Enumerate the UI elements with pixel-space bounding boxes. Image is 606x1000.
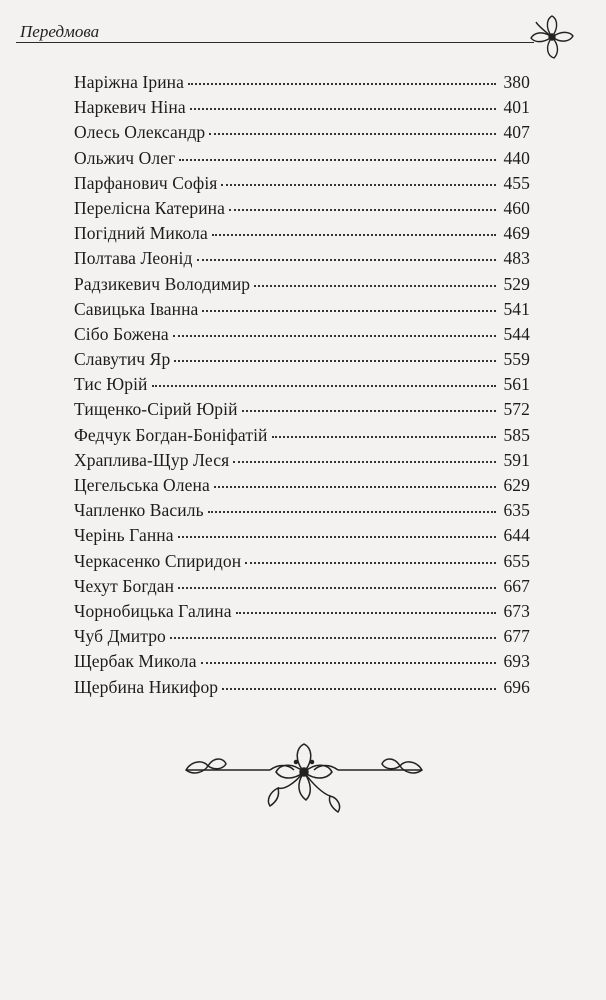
toc-entry-page: 529: [503, 273, 530, 294]
toc-entry-page: 655: [503, 550, 530, 571]
toc-entry-name: Славутич Яр: [74, 349, 171, 370]
toc-entry: [74, 72, 530, 97]
toc-leader-dots: [174, 359, 496, 362]
toc-leader-dots: [272, 435, 496, 438]
toc-leader-dots: [178, 586, 496, 589]
toc-entry-name: Черінь Ганна: [74, 525, 174, 546]
toc-leader-dots: [152, 384, 496, 387]
toc-entry-page: 407: [503, 122, 530, 143]
toc-entry: [74, 223, 530, 248]
toc-entry-name: Радзикевич Володимир: [74, 273, 251, 294]
floral-divider-icon: [178, 742, 430, 818]
toc-entry: [74, 450, 530, 475]
toc-entry-page: 380: [503, 72, 530, 92]
toc-entry: [74, 299, 530, 324]
toc-entry-name: Парфанович Софія: [74, 172, 218, 193]
toc-entry-page: 693: [503, 651, 530, 672]
toc-entry-name: Чуб Дмитро: [74, 626, 166, 647]
toc-entry-page: 559: [503, 349, 530, 370]
toc-leader-dots: [254, 284, 496, 287]
toc-entry-name: Чапленко Василь: [74, 500, 204, 521]
toc-entry: [74, 500, 530, 525]
toc-entry: [74, 601, 530, 626]
toc-entry-page: 591: [503, 449, 530, 470]
toc-leader-dots: [209, 132, 496, 135]
toc-leader-dots: [233, 460, 496, 463]
toc-entry-name: Тищенко-Сірий Юрій: [74, 399, 238, 420]
toc-entry-page: 667: [503, 575, 530, 596]
toc-leader-dots: [208, 510, 496, 513]
toc-leader-dots: [188, 82, 496, 85]
toc-entry-page: 629: [503, 475, 530, 495]
toc-entry: [74, 525, 530, 550]
toc-entry-name: Щербина Никифор: [74, 676, 219, 697]
toc-leader-dots: [245, 561, 496, 564]
toc-entry-name: Наркевич Ніна: [74, 97, 186, 118]
toc-leader-dots: [197, 258, 497, 261]
toc-leader-dots: [222, 687, 496, 690]
toc-entry: [74, 576, 530, 601]
toc-entry: [74, 274, 530, 299]
toc-entry-page: 635: [503, 500, 530, 521]
toc-leader-dots: [221, 183, 496, 186]
toc-leader-dots: [178, 535, 496, 538]
toc-entry-page: 677: [503, 626, 530, 647]
toc-entry: [74, 324, 530, 349]
toc-entry-name: Олесь Олександр: [74, 122, 206, 143]
toc-entry: [74, 173, 530, 198]
toc-leader-dots: [190, 107, 496, 110]
toc-leader-dots: [173, 334, 496, 337]
toc-entry: [74, 475, 530, 500]
toc-entry-name: Полтава Леонід: [74, 248, 193, 269]
toc-entry-name: Чорнобицька Галина: [74, 600, 232, 621]
toc-entry: [74, 626, 530, 651]
toc-entry-page: 541: [503, 298, 530, 319]
toc-entry-page: 483: [503, 248, 530, 269]
toc-entry-page: 585: [503, 424, 530, 445]
toc-entry-name: Ольжич Олег: [74, 147, 176, 168]
toc-entry: [74, 551, 530, 576]
toc-leader-dots: [201, 661, 496, 664]
toc-entry-page: 572: [503, 399, 530, 420]
table-of-contents: [74, 72, 530, 702]
toc-entry-name: Чехут Богдан: [74, 575, 175, 596]
toc-entry-page: 455: [503, 172, 530, 193]
running-header: Передмова: [20, 22, 100, 41]
toc-entry-name: Черкасенко Спиридон: [74, 550, 242, 571]
toc-entry-page: 644: [503, 525, 530, 546]
toc-entry-name: Тис Юрій: [74, 374, 148, 395]
toc-entry: [74, 198, 530, 223]
toc-entry-name: Храплива-Щур Леся: [74, 449, 230, 470]
toc-entry-page: 544: [503, 323, 530, 344]
toc-entry-page: 440: [503, 147, 530, 168]
toc-entry-name: Перелісна Катерина: [74, 197, 226, 218]
header-rule: [16, 42, 534, 43]
toc-entry-name: Савицька Іванна: [74, 298, 199, 319]
toc-leader-dots: [202, 309, 496, 312]
toc-entry-name: Цегельська Олена: [74, 475, 210, 495]
toc-entry: [74, 677, 530, 702]
toc-leader-dots: [236, 611, 496, 614]
toc-leader-dots: [229, 208, 496, 211]
toc-entry: [74, 148, 530, 173]
toc-entry-name: Сібо Божена: [74, 323, 169, 344]
toc-entry-page: 561: [503, 374, 530, 395]
toc-entry: [74, 374, 530, 399]
toc-entry-page: 469: [503, 223, 530, 244]
toc-entry-name: Щербак Микола: [74, 651, 197, 672]
toc-entry-page: 696: [503, 676, 530, 697]
toc-entry: [74, 425, 530, 450]
toc-entry: [74, 97, 530, 122]
toc-leader-dots: [214, 485, 496, 488]
toc-leader-dots: [212, 233, 496, 236]
toc-entry: [74, 349, 530, 374]
toc-entry: [74, 122, 530, 147]
toc-entry: [74, 399, 530, 424]
toc-entry: [74, 248, 530, 273]
toc-entry-page: 673: [503, 600, 530, 621]
flower-corner-icon: [528, 14, 576, 60]
toc-leader-dots: [242, 409, 496, 412]
toc-entry-page: 460: [503, 197, 530, 218]
toc-leader-dots: [179, 158, 496, 161]
toc-entry-name: Погідний Микола: [74, 223, 208, 244]
toc-entry-page: 401: [503, 97, 530, 118]
toc-entry: [74, 651, 530, 676]
toc-entry-name: Наріжна Ірина: [74, 72, 184, 92]
toc-entry-name: Федчук Богдан-Боніфатій: [74, 424, 268, 445]
toc-leader-dots: [170, 636, 496, 639]
